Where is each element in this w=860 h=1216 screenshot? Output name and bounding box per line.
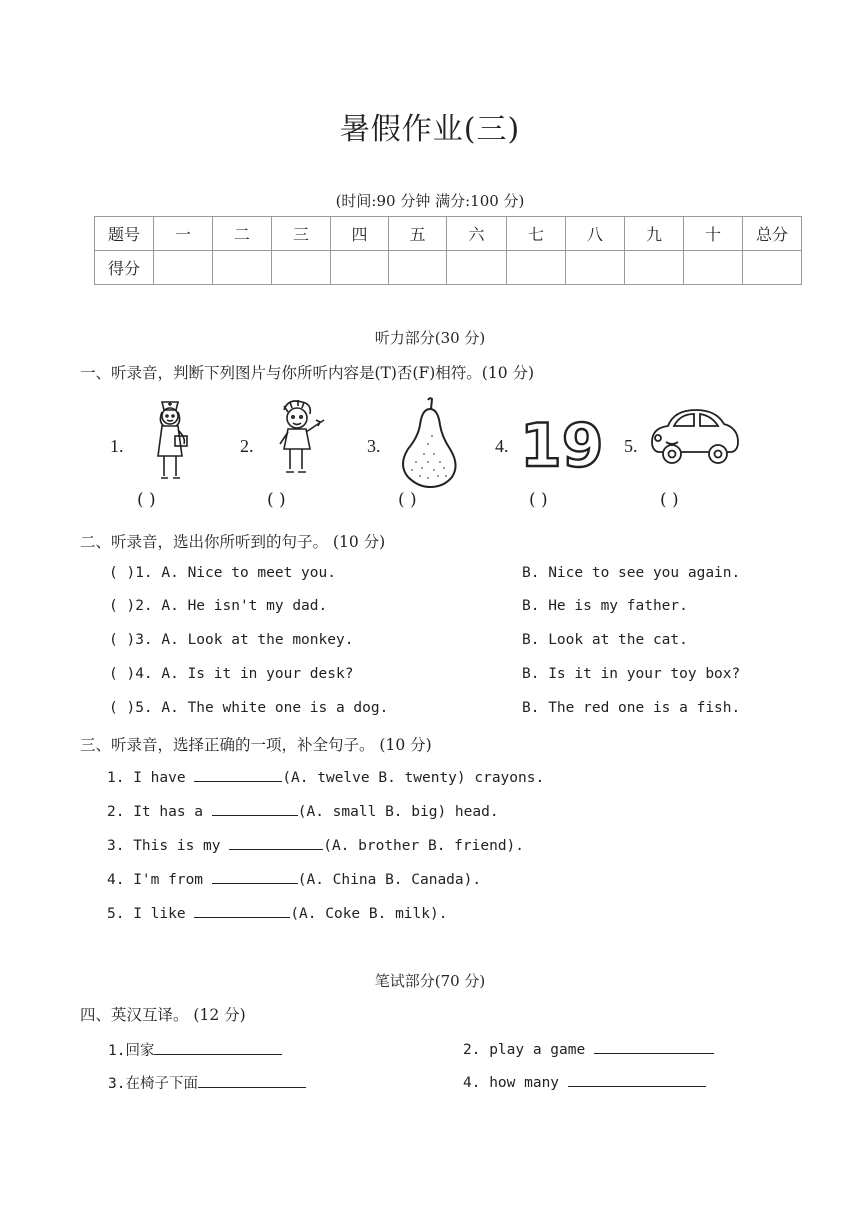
sentence-options: (A. brother B. friend).	[323, 838, 525, 854]
picture-number: 1.	[110, 436, 124, 456]
sentence-options: (A. twelve B. twenty) crayons.	[282, 770, 545, 786]
answer-paren[interactable]: ( )	[137, 490, 156, 510]
sentence-options: (A. small B. big) head.	[297, 804, 499, 820]
choice-question: ( )5. A. The white one is a dog.	[109, 700, 389, 716]
picture-number: 5.	[624, 436, 638, 456]
score-table-score-row	[95, 251, 802, 285]
score-cell[interactable]	[684, 251, 743, 285]
pear-icon	[398, 396, 460, 488]
section-4-title: 四、英汉互译。 (12 分)	[80, 1006, 246, 1024]
score-table-header-row	[95, 217, 802, 251]
score-cell[interactable]	[154, 251, 213, 285]
choice-option-b: B. The red one is a fish.	[522, 700, 741, 716]
fill-blank-sentence	[107, 835, 524, 854]
picture-number: 3.	[367, 436, 381, 456]
score-col-header: 一	[154, 217, 213, 251]
answer-paren[interactable]: ( )	[660, 490, 679, 510]
score-table-row-header: 题号	[95, 217, 154, 251]
score-table-row-header: 得分	[95, 251, 154, 285]
score-col-header: 六	[447, 217, 507, 251]
translation-prompt: 1.回家	[108, 1043, 155, 1059]
answer-paren[interactable]: ( )	[267, 490, 286, 510]
score-cell[interactable]	[507, 251, 566, 285]
score-col-header: 八	[566, 217, 625, 251]
score-cell[interactable]	[331, 251, 389, 285]
score-cell[interactable]	[625, 251, 684, 285]
score-table	[94, 216, 802, 285]
answer-blank[interactable]	[594, 1039, 714, 1054]
score-cell[interactable]	[272, 251, 331, 285]
answer-blank[interactable]	[194, 767, 282, 782]
answer-blank[interactable]	[229, 835, 323, 850]
score-col-header: 四	[331, 217, 389, 251]
answer-blank[interactable]	[154, 1040, 282, 1055]
time-score-info: (时间:90 分钟 满分:100 分)	[335, 192, 525, 210]
sentence-start: 5. I like	[107, 906, 195, 922]
choice-question: ( )4. A. Is it in your desk?	[109, 666, 354, 682]
answer-blank[interactable]	[212, 801, 298, 816]
sentence-start: 2. It has a	[107, 804, 212, 820]
section-2-title: 二、听录音，选出你所听到的句子。 (10 分)	[80, 533, 386, 551]
translation-item	[463, 1039, 714, 1058]
score-cell[interactable]	[743, 251, 802, 285]
score-cell[interactable]	[213, 251, 272, 285]
choice-question: ( )3. A. Look at the monkey.	[109, 632, 354, 648]
nurse-icon	[142, 396, 198, 484]
sentence-options: (A. China B. Canada).	[297, 872, 482, 888]
boy-icon	[270, 396, 332, 484]
answer-paren[interactable]: ( )	[398, 490, 417, 510]
score-cell[interactable]	[566, 251, 625, 285]
score-col-header: 五	[389, 217, 447, 251]
answer-paren[interactable]: ( )	[529, 490, 548, 510]
translation-prompt: 4. how many	[463, 1075, 568, 1091]
translation-item	[108, 1072, 306, 1093]
fill-blank-sentence	[107, 903, 447, 922]
answer-blank[interactable]	[198, 1073, 306, 1088]
listening-part-header: 听力部分(30 分)	[374, 329, 486, 347]
section-1-title: 一、听录音，判断下列图片与你所听内容是(T)否(F)相符。(10 分)	[80, 364, 535, 382]
fill-blank-sentence	[107, 801, 499, 820]
choice-option-b: B. Look at the cat.	[522, 632, 688, 648]
score-col-header: 三	[272, 217, 331, 251]
car-icon	[646, 402, 742, 470]
score-col-header: 十	[684, 217, 743, 251]
score-col-header: 总分	[743, 217, 802, 251]
score-col-header: 九	[625, 217, 684, 251]
answer-blank[interactable]	[212, 869, 298, 884]
fill-blank-sentence	[107, 869, 481, 888]
number-19-text: 19	[520, 412, 604, 474]
translation-item	[463, 1072, 706, 1091]
score-cell[interactable]	[447, 251, 507, 285]
translation-item	[108, 1039, 282, 1060]
translation-prompt: 3.在椅子下面	[108, 1076, 198, 1092]
sentence-start: 4. I'm from	[107, 872, 212, 888]
sentence-start: 3. This is my	[107, 838, 230, 854]
choice-question: ( )2. A. He isn't my dad.	[109, 598, 328, 614]
choice-option-b: B. Nice to see you again.	[522, 565, 741, 581]
score-cell[interactable]	[389, 251, 447, 285]
sentence-start: 1. I have	[107, 770, 195, 786]
fill-blank-sentence	[107, 767, 544, 786]
choice-question: ( )1. A. Nice to meet you.	[109, 565, 336, 581]
picture-number: 2.	[240, 436, 254, 456]
number-19-icon	[518, 412, 606, 474]
translation-prompt: 2. play a game	[463, 1042, 594, 1058]
picture-number: 4.	[495, 436, 509, 456]
answer-blank[interactable]	[194, 903, 290, 918]
choice-option-b: B. He is my father.	[522, 598, 688, 614]
answer-blank[interactable]	[568, 1072, 706, 1087]
section-3-title: 三、听录音，选择正确的一项，补全句子。 (10 分)	[80, 736, 432, 754]
sentence-options: (A. Coke B. milk).	[290, 906, 448, 922]
choice-option-b: B. Is it in your toy box?	[522, 666, 741, 682]
score-col-header: 七	[507, 217, 566, 251]
page-title: 暑假作业(三)	[339, 112, 521, 147]
score-col-header: 二	[213, 217, 272, 251]
written-part-header: 笔试部分(70 分)	[374, 972, 486, 990]
